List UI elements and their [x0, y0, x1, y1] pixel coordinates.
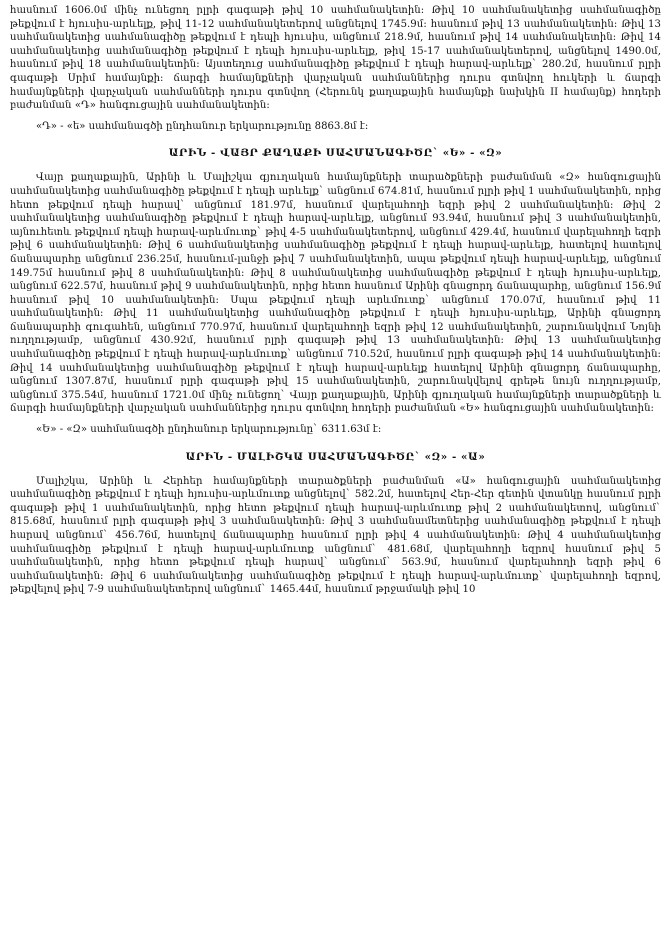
paragraph-continuation: հասնում 1606.0մ մինչ ունեցող րլրի գագաթի թիվ 10 սահմանակետին: Թիվ 10 սահմանակետից սահմանագիծը թեքվում է հյուսիս-արևելք, թիվ 11-12 սահմանակետերով անցնելով 1745.9մ: հասնում թիվ 13 սահմանակետին: Թիվ 13 սահմանակետից սահմանագիծը թեքվում է դեպի հյուսիս, անցնում 218.9մ, հասնում թիվ 14 սահմանակետին: Թիվ 14 սահմանակետից սահմանագիծը թեքվում է դեպի հյուսիս-արևելք, թիվ 15-17 սահմանակետերով, անցնելով 1490.0մ, հասնում թիվ 18 սահմանակետին: Այստեղուց սահմանագիծը թեքվում է դեպի հարավ-արևելք` 280.2մ, հասնում րլրի գագաթի Սրիմ համայնքի: ճարգի համայնքների վարչական սահմաններից դուրս գտնվող հուկերի և ճարգի համայնքների վարչական սահմանների դուրս գտնվող (Հերունկ քաղաքային համայնքի նախկին II համայնք) հոդերի բաժանման «Դ» հանգուցային սահմանակետին: — [10, 5, 661, 112]
spacer — [10, 437, 661, 450]
spacer — [10, 113, 661, 120]
paragraph-arin-vayr-description: Վայր քաղաքային, Արինի և Մալիշկա գյուղական համայնքների տարածքների բաժանման «Զ» հանգուցային սահմանակետից սահմանագիծը թեքվում է դեպի արևելք` անցնում 674.81մ, հասնում րլրի թիվ 1 սահմանակետին, որից հետո թեքվում դեպի հարավ` անցնում 181.97մ, հասնում վարելահողի եզրի թիվ 2 սահմանակետին: Թիվ 2 սահմանակետից սահմանագիծը թեքվում է դեպի հարավ-արևելք, անցնում 93.94մ, հասնում թիվ 3 սահմանակետին, այնուհետև թեքվում դեպի հարավ-արևմուտք` թիվ 4-5 սահմանակետերով, անցնում 429.4մ, հասնում վարելահողի եզրի թիվ 6 սահմանակետին: Թիվ 6 սահմանակետից սահմանագիծը թեքվում է դեպի հարավ-արևելք, հատելով հատելով ճանապարհը անցնում 236.25մ, հասնում-լանջի թիվ 7 սահմանակետին, ապա թեքվում դեպի հարավ-արևելք, անցնում 149.75մ հասնում թիվ 8 սահմանակետին: Թիվ 8 սահմանակետից սահմանագիծը թեքվում է դեպի հյուսիս-արևելք, անցնում 622.57մ, հասնում թիվ 9 սահմանակետին, որից հետո հասնում Արինի գնացորդ ճանապարհը, անցնում 156.9մ հասնում թիվ 10 սահմանակետին: Սպա թեքվում դեպի արևմուտք` անցնում 170.07մ, հասնում թիվ 11 սահմանակետին: Թիվ 11 սահմանակետից սահմանագիծը թեքվում է դեպի հյուսիս-արևելք, Արինի գնացորդ ճանապարհի գուգահեն, անցնում 770.97մ, հասնում վարելահողի եզրի թիվ 12 սահմանակետին, շարունակվում Նոյնի ուղղությամբ, անցնում 430.92մ, հասնում րլրի գագաթի թիվ 13 սահմանակետին: Թիվ 13 սահմանակետից սահմանագիծը թեքվում է դեպի հարավ-արևմուտք` անցնում 710.52մ, հասնում րլրի գագաթի թիվ 14 սահմանակետին: Թիվ 14 սահմանակետից սահմանագիծը թեքվում է դեպի հարավ-արևելք հատելով Արինի գնացորդ ճանապարհը, անցնում 1307.87մ, հասնում րլրի գագաթի թիվ 15 սահմանակետին, շարունակվելով գրեթե նույն ուղղությամբ, անցնում 375.54մ, հասնում 1721.0մ մինչ ունեցող` Վայր քաղաքային, Արինի գյուղական համայնքների տարածքների և ճարգի համայնքների վարչական սահմաններից դուրս գտնվող հոդերի բաժանման «Ե» հանգուցային սահմանակետին: — [10, 172, 661, 415]
spacer — [10, 160, 661, 171]
boundary-length-statement-e-z: «Ե» - «Զ» սահմանագծի ընդհանուր երկարությունը` 6311.63մ է: — [36, 424, 382, 436]
paragraph-arin-malishka-description: Մալիշկա, Արինի և Հերհեր համայնքների տարածքների բաժանման «Ա» հանգուցային սահմանակետից սահմանագիծը թեքվում է դեպի հյուսիս-արևմուտք անցնելով` 582.2մ, հատելով Հեր-Հեր գետին վտանկը հասնում րլրի գագաթի թիվ 1 սահմանակետին, որից հետո թեքվում դեպի հարավ-արևմուտք թիվ 2 սահմանակետով, անցնում` 815.68մ, հասնում րլրի գագաթի թիվ 3 սահմանակետին: Թիվ 3 սահմանամետներից սահմանագիծը թեքվում է դեպի հարավ անցնում` 456.76մ, հատելով ճանապարհը հասնում րլրի թիվ 4 սահմանակետին: Թիվ 4 սահմանակետից սահմանագիծը թեքվում է դեպի հարավ-արևմուտք անցնում` 481.68մ, վարելահողի եզրով հասնում թիվ 5 սահմանակետին, որից հետո թեքվում դեպի հարավ` անցնում` 563.9մ, հասնում վարելահողի եզրի թիվ 6 սահմանակետին: Թիվ 6 սահմանակետից սահմանագիծը թեքվում է դեպի հարավ-արևմուտք` վարելահողի եզրով, թեքվելով թիվ 7-9 սահմանակետերով անցնում` 1465.44մ, հասնում թրջամակի թիվ 10 — [10, 475, 661, 596]
section-heading-arin-vayr: ԱՐԻՆ - ՎԱՅՐ ՔԱՂԱՔԻ ՍԱՀՄԱՆԱԳԻԾԸ` «Ե» - «Զ» — [168, 147, 503, 160]
boundary-length-statement-d-e: «Դ» - «ե» սահմանագծի ընդհանուր երկարությունը 8863.8մ է: — [36, 120, 369, 132]
spacer — [10, 416, 661, 423]
spacer — [10, 464, 661, 475]
section-heading-arin-malishka: ԱՐԻՆ - ՄԱԼԻՇԿԱ ՍԱՀՄԱՆԱԳԻԾԸ` «Զ» - «Ա» — [185, 450, 486, 463]
spacer — [10, 133, 661, 146]
